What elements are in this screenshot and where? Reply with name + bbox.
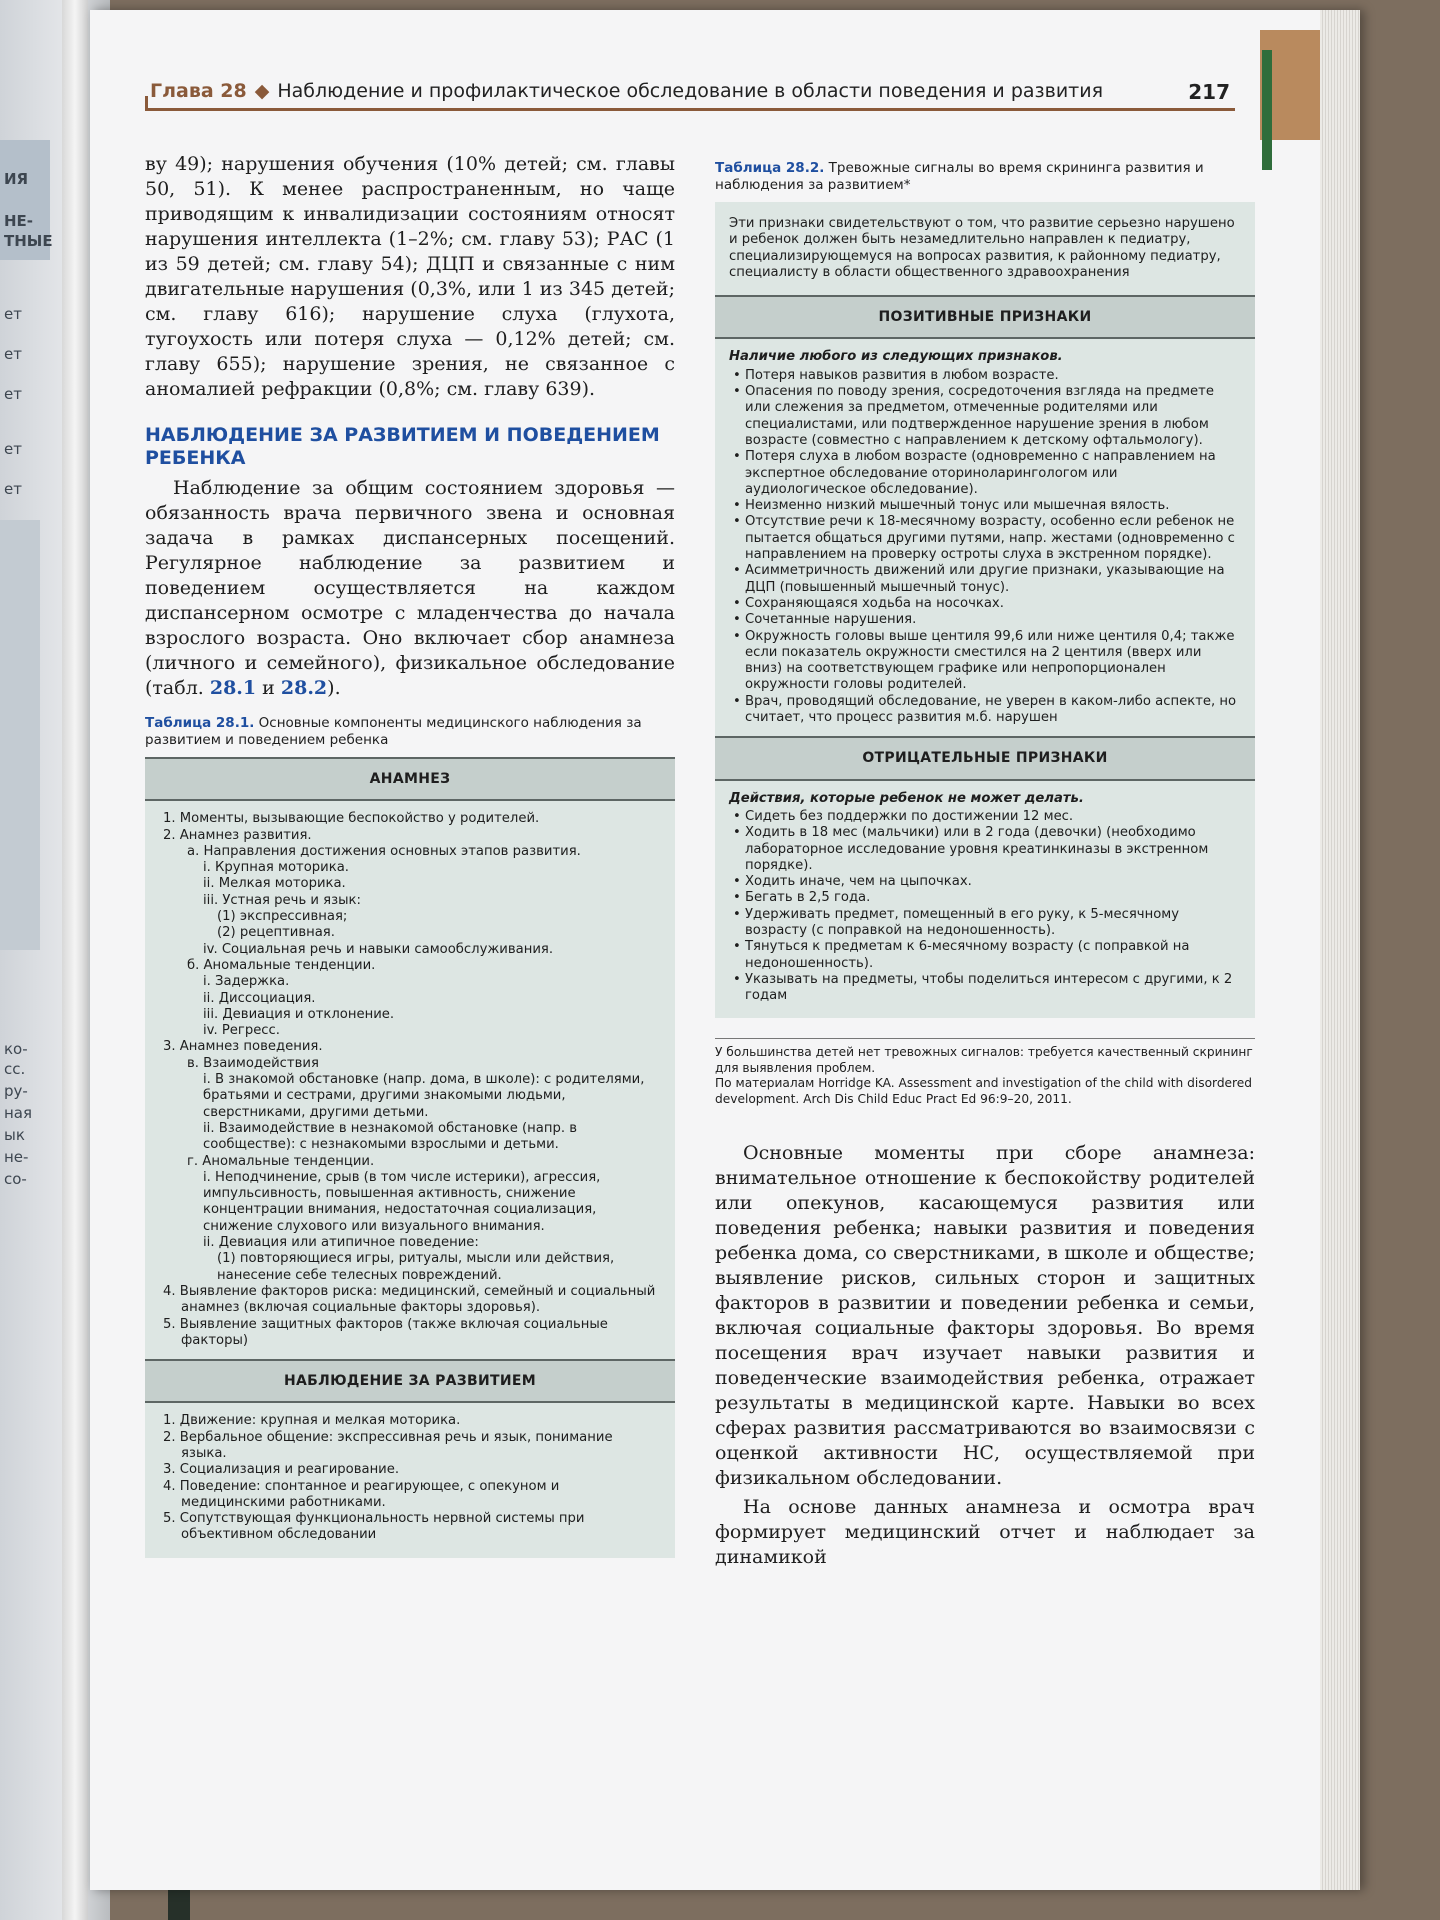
monitoring-item: 1. Движение: крупная и мелкая моторика. xyxy=(163,1413,461,1429)
table2-negative-header: ОТРИЦАТЕЛЬНЫЕ ПРИЗНАКИ xyxy=(715,736,1255,780)
left-fragment: ИЯ xyxy=(4,170,29,188)
negative-sign-item: • Сидеть без поддержки по достижении 12 мес. xyxy=(729,809,1241,825)
diamond-icon: ◆ xyxy=(254,80,270,102)
anamnesis-item: i. В знакомой обстановке (напр. дома, в школе): с родителями, братьями и сестрами, другими знакомыми людьми, сверстниками, другими детьми. xyxy=(203,1072,645,1120)
left-fragment: ная xyxy=(4,1104,33,1122)
left-fragment: ет xyxy=(4,440,22,458)
table2-intro: Эти признаки свидетельствуют о том, что развитие серьезно нарушено и ребенок должен быть незамедлительно направлен к педиатру, специализирующемуся на вопросах развития, к районному педиатру, специалисту в области общественного здравоохранения xyxy=(729,216,1235,280)
left-fragment: не- xyxy=(4,1148,29,1166)
anamnesis-item: ii. Диссоциация. xyxy=(203,990,316,1006)
table1-monitoring-header: НАБЛЮДЕНИЕ ЗА РАЗВИТИЕМ xyxy=(145,1359,675,1403)
header-rule xyxy=(145,108,1235,111)
anamnesis-item: i. Задержка. xyxy=(203,974,290,990)
positive-sign-item: • Сочетанные нарушения. xyxy=(729,612,1241,628)
monitoring-item: 4. Поведение: спонтанное и реагирующее, с опекуном и медицинскими работниками. xyxy=(163,1478,560,1510)
anamnesis-item: iv. Социальная речь и навыки самообслуживания. xyxy=(203,941,554,957)
left-fragment: ру- xyxy=(4,1082,28,1100)
left-fragment: ет xyxy=(4,305,22,323)
footnote-source: По материалам Horridge KA. Assessment and investigation of the child with disordered development. Arch Dis Child Educ Pract Ed 96:9–20, 2011. xyxy=(715,1076,1253,1106)
anamnesis-item: 5. Выявление защитных факторов (также включая социальные факторы) xyxy=(163,1316,608,1348)
monitoring-item: 5. Сопутствующая функциональность нервной системы при объективном обследовании xyxy=(163,1511,585,1543)
page-edge xyxy=(1320,10,1360,1890)
anamnesis-item: а. Направления достижения основных этапов развития. xyxy=(187,843,581,859)
monitoring-item: 3. Социализация и реагирование. xyxy=(163,1462,400,1478)
negative-sign-item: • Бегать в 2,5 года. xyxy=(729,890,1241,906)
left-fragment: со- xyxy=(4,1170,27,1188)
negative-sign-item: • Ходить в 18 мес (мальчики) или в 2 года (девочки) (необходимо лабораторное исследование уровня креатинкиназы в экстренном порядке). xyxy=(729,825,1241,874)
section-heading: НАБЛЮДЕНИЕ ЗА РАЗВИТИЕМ И ПОВЕДЕНИЕМ РЕБЕНКА xyxy=(145,424,660,469)
monitoring-item: 2. Вербальное общение: экспрессивная речь и язык, понимание языка. xyxy=(163,1429,613,1461)
negative-subheading: Действия, которые ребенок не может делать. xyxy=(729,790,1084,806)
table-ref-link[interactable]: 28.2 xyxy=(280,677,328,699)
positive-sign-item: • Окружность головы выше центиля 99,6 или ниже центиля 0,4; также если показатель окружности сместился на 2 центиля (вверх или вниз) на соответствующем графике или непропорционален окружности головы родителей. xyxy=(729,629,1241,694)
anamnesis-item: (2) рецептивная. xyxy=(217,925,335,941)
positive-sign-item: • Асимметричность движений или другие признаки, указывающие на ДЦП (повышенный мышечный тонус). xyxy=(729,563,1241,596)
table1-anamnesis-header: АНАМНЕЗ xyxy=(145,757,675,801)
left-fragment: ТНЫЕ xyxy=(4,232,53,250)
table-ref-link[interactable]: 28.1 xyxy=(209,677,257,699)
right-column xyxy=(715,160,1255,1570)
left-fragment: ко- xyxy=(4,1040,28,1058)
left-column xyxy=(145,152,675,1558)
anamnesis-item: в. Взаимодействия xyxy=(187,1055,319,1071)
positive-subheading: Наличие любого из следующих признаков. xyxy=(729,349,1063,365)
page-number: 217 xyxy=(1188,80,1230,104)
positive-sign-item: • Неизменно низкий мышечный тонус или мышечная вялость. xyxy=(729,498,1241,514)
anamnesis-item: б. Аномальные тенденции. xyxy=(187,957,376,973)
left-fragment: НЕ- xyxy=(4,212,34,230)
positive-sign-item: • Потеря слуха в любом возрасте (одновременно с направлением на экспертное обследование оториноларингологом или аудиологическое обследование). xyxy=(729,449,1241,498)
intro-paragraph: ву 49); нарушения обучения (10% детей; см. главы 50, 51). К менее распространенным, но чаще приводящим к инвалидизации состояниям относят нарушения интеллекта (1–2%; см. главу 53); РАС (1 из 59 детей; см. главу 54); ДЦП и связанные с ним двигательные нарушения (0,3%, или 1 из 345 детей; см. главу 616); нарушение слуха (глухота, тугоухость или потеря слуха — 0,12% детей; см. главу 655); нарушение зрения, не связанное с аномалией рефракции (0,8%; см. главу 639). xyxy=(145,153,675,400)
bookmark-ribbon xyxy=(62,0,88,1920)
anamnesis-item: iii. Девиация и отклонение. xyxy=(203,1006,395,1022)
left-fragment: ет xyxy=(4,480,22,498)
anamnesis-item: (1) повторяющиеся игры, ритуалы, мысли или действия, нанесение себе телесных повреждений. xyxy=(217,1251,615,1283)
anamnesis-item: ii. Взаимодействие в незнакомой обстановке (напр. в сообществе): с незнакомыми взрослыми и детьми. xyxy=(203,1120,577,1153)
anamnesis-item: 4. Выявление факторов риска: медицинский, семейный и социальный анамнез (включая социальные факторы здоровья). xyxy=(163,1283,656,1316)
header-title: Наблюдение и профилактическое обследование в области поведения и развития xyxy=(277,80,1104,102)
anamnesis-item: 1. Моменты, вызывающие беспокойство у родителей. xyxy=(163,811,540,827)
anamnesis-item: ii. Девиация или атипичное поведение: xyxy=(203,1235,479,1251)
table2-positive-section xyxy=(715,339,1255,736)
positive-sign-item: • Врач, проводящий обследование, не уверен в каком-либо аспекте, но считает, что процесс развития м.б. нарушен xyxy=(729,694,1241,727)
left-fragment: ет xyxy=(4,345,22,363)
table2-caption: Таблица 28.2. Тревожные сигналы во время скрининга развития и наблюдения за развитием* xyxy=(715,160,1204,193)
negative-sign-item: • Указывать на предметы, чтобы поделиться интересом с другими, к 2 годам xyxy=(729,972,1241,1005)
running-header xyxy=(150,80,1230,110)
anamnesis-item: i. Неподчинение, срыв (в том числе истерики), агрессия, импульсивность, повышенная активность, снижение концентрации внимания, недостаточная социализация, снижение слухового или визуального внимания. xyxy=(203,1169,601,1234)
table2-positive-header: ПОЗИТИВНЫЕ ПРИЗНАКИ xyxy=(715,295,1255,339)
positive-sign-item: • Потеря навыков развития в любом возрасте. xyxy=(729,368,1241,384)
anamnesis-item: (1) экспрессивная; xyxy=(217,909,348,925)
anamnesis-item: iv. Регресс. xyxy=(203,1023,280,1039)
table1 xyxy=(145,757,675,1558)
section-paragraph: Наблюдение за общим состоянием здоровья — обязанность врача первичного звена и основная задача в рамках диспансерных посещений. Регулярное наблюдение за развитием и поведением осуществляется на каждом диспансерном осмотре с младенчества до начала взрослого возраста. Оно включает сбор анамнеза (личного и семейного), физикальное обследование (табл. 28.1 и 28.2). xyxy=(145,477,675,699)
anamnesis-item: 2. Анамнез развития. xyxy=(163,827,312,843)
positive-sign-item: • Сохраняющаяся ходьба на носочках. xyxy=(729,596,1241,612)
negative-sign-item: • Тянуться к предметам к 6-месячному возрасту (с поправкой на недоношенность). xyxy=(729,939,1241,972)
anamnesis-item: ii. Мелкая моторика. xyxy=(203,876,346,892)
chapter-label: Глава 28 xyxy=(150,80,247,102)
anamnesis-item: г. Аномальные тенденции. xyxy=(187,1153,375,1169)
table1-caption: Таблица 28.1. Основные компоненты медицинского наблюдения за развитием и поведением ребенка xyxy=(145,715,642,748)
anamnesis-item: 3. Анамнез поведения. xyxy=(163,1039,323,1055)
positive-sign-item: • Отсутствие речи к 18-месячному возрасту, особенно если ребенок не пытается общаться другими путями, напр. жестами (одновременно с направлением на проверку остроты слуха в экстренном порядке). xyxy=(729,514,1241,563)
anamnesis-item: iii. Устная речь и язык: xyxy=(203,892,361,908)
table2-footnote xyxy=(715,1038,1255,1107)
table1-monitoring-list xyxy=(145,1403,675,1557)
table2-negative-section xyxy=(715,781,1255,1019)
negative-sign-item: • Удерживать предмет, помещенный в его руку, к 5-месячному возрасту (с поправкой на недоношенность). xyxy=(729,907,1241,940)
negative-sign-item: • Ходить иначе, чем на цыпочках. xyxy=(729,874,1241,890)
left-fragment: сс. xyxy=(4,1060,26,1078)
anamnesis-item: i. Крупная моторика. xyxy=(203,860,349,876)
table1-anamnesis-list xyxy=(145,801,675,1359)
right-paragraph-2: На основе данных анамнеза и осмотра врач формирует медицинский отчет и наблюдает за динамикой xyxy=(715,1496,1255,1569)
left-fragment: ык xyxy=(4,1126,25,1144)
right-paragraph-1: Основные моменты при сборе анамнеза: внимательное отношение к беспокойству родителей или опекунов, касающемуся развития или поведения ребенка; навыки развития и поведения ребенка дома, со сверстниками, в школе и обществе; выявление рисков, сильных сторон и защитных факторов в развитии и поведении ребенка и семьи, включая социальные факторы здоровья. Во время посещения врач изучает навыки развития и поведенческие взаимодействия ребенка, отражает результаты в медицинской карте. Навыки во всех сферах развития рассматриваются во взаимосвязи с оценкой активности НС, осуществляемой при физикальном обследовании. xyxy=(715,1142,1255,1490)
footnote-line: У большинства детей нет тревожных сигналов: требуется качественный скрининг для выявления проблем. xyxy=(715,1045,1253,1075)
positive-sign-item: • Опасения по поводу зрения, сосредоточения взгляда на предмете или слежения за предметом, отмеченные родителями или специалистами, или подтвержденное нарушение зрения в любом возрасте (совместно с направлением к детскому офтальмологу). xyxy=(729,384,1241,449)
table2 xyxy=(715,202,1255,1018)
left-fragment: ет xyxy=(4,385,22,403)
